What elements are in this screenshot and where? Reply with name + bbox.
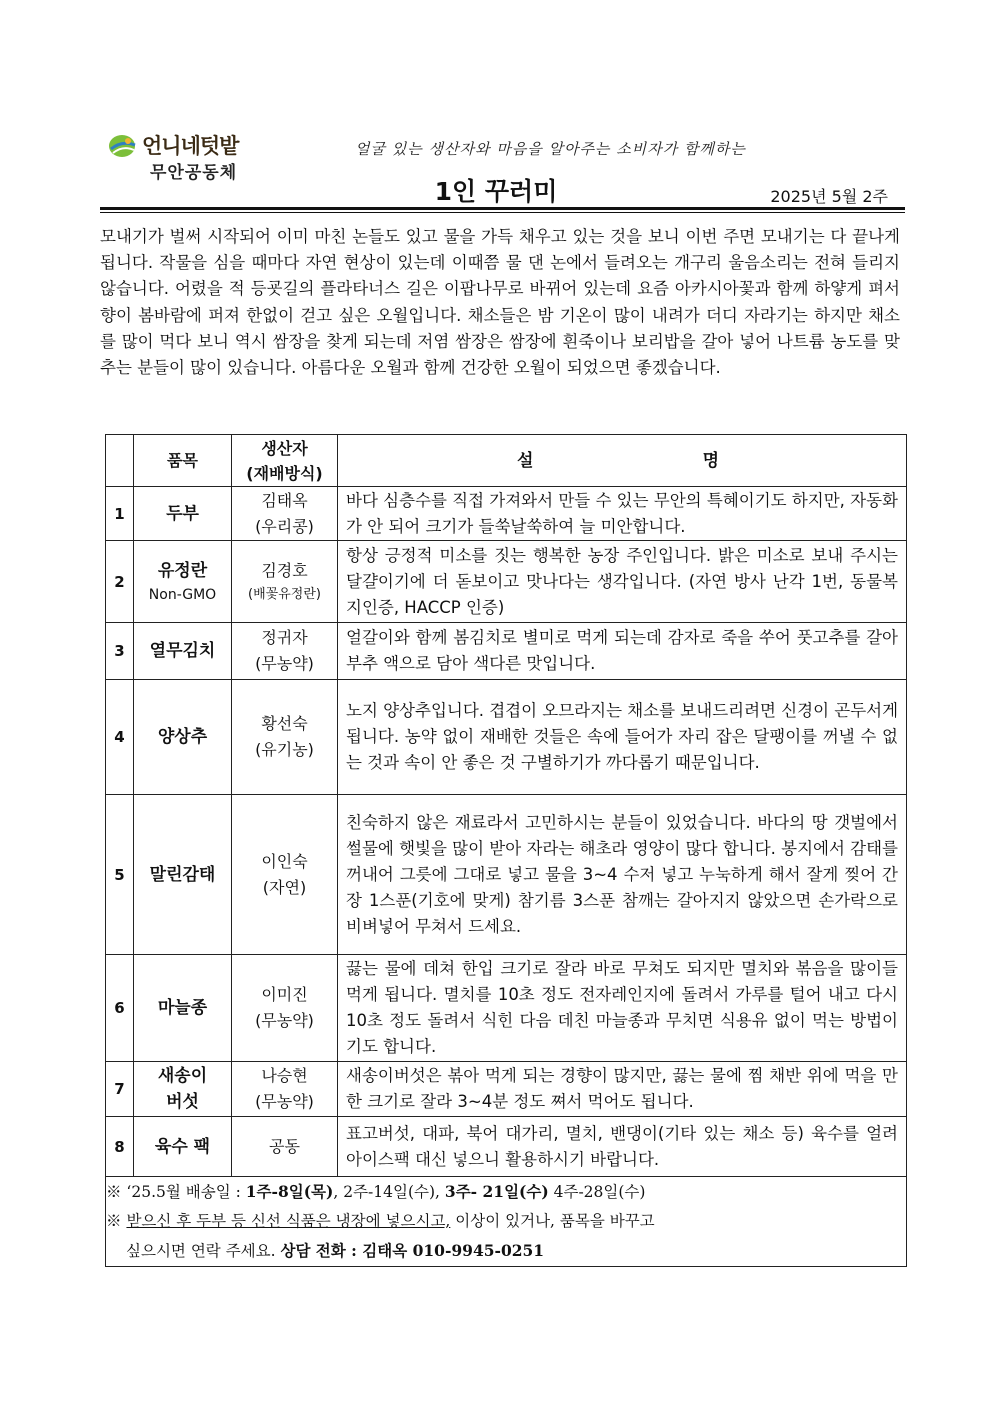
producer-cell (232, 623, 338, 680)
week2-date: , 2주-14일(수), (333, 1183, 445, 1201)
item-name: 마늘종 (157, 998, 208, 1018)
producer-cell (232, 680, 338, 795)
header-method-label: (재배방식) (246, 463, 323, 483)
cultivation-method: (유기농) (255, 740, 314, 759)
logo-subtitle: 무안공동체 (150, 163, 238, 183)
item-name: 유정란 (157, 560, 208, 581)
producer-name: 김경호 (261, 560, 308, 580)
row-number: 8 (106, 1117, 134, 1177)
cultivation-method: (자연) (262, 877, 307, 897)
item-name: 두부 (166, 503, 199, 524)
footer-row (106, 1177, 907, 1267)
producer-cell (232, 1117, 338, 1177)
item-cell (134, 487, 232, 541)
producer-name: 정귀자 (261, 628, 308, 647)
cultivation-method: (배꽃유정란) (248, 586, 321, 602)
footer-notes (106, 1177, 907, 1267)
table-row (106, 680, 907, 795)
storage-note-line (106, 1207, 906, 1236)
row-number: 2 (106, 541, 134, 623)
leaf-logo-icon (108, 132, 140, 162)
item-name: 새송이 (157, 1066, 208, 1086)
intro-paragraph: 모내기가 벌써 시작되어 이미 마친 논들도 있고 물을 가득 채우고 있는 것을 보니 이번 주면 모내기는 다 끝나게 됩니다. 작물을 심을 때마다 자연 현상이 있는데 이때쯤 물 댄 논에서 들려오는 개구리 울음소리는 전혀 들리지 않습니다. 어렸을 적 등굣길의 플라타너스 길은 이팝나무로 바뀌어 있는데 요즘 아카시아꽃과 함께 하얗게 펴서 향이 봄바람에 퍼져 한없이 걷고 싶은 오월입니다. 채소들은 밤 기온이 많이 내려가 더디 자라기는 하지만 채소를 많이 먹다 보니 역시 쌈장을 찾게 되는데 저염 쌈장은 쌈장에 흰죽이나 보리밥을 갈아 넣어 나트륨 농도를 맞추는 분들이 많이 있습니다. 아름다운 오월과 함께 건강한 오월이 되었으면 좋겠습니다. (100, 227, 900, 378)
item-description: 새송이버섯은 볶아 먹게 되는 경향이 많지만, 끓는 물에 찜 채반 위에 먹을 만한 크기로 잘라 3~4분 정도 쪄서 먹어도 됩니다. (338, 1062, 907, 1117)
week4-date: 4주-28일(수) (548, 1183, 646, 1201)
week3-date: 3주- 21일(수) (444, 1182, 549, 1201)
item-name: 육수 팩 (154, 1136, 211, 1157)
item-description: 노지 양상추입니다. 겹겹이 오므라지는 채소를 보내드리려면 신경이 곤두서게 됩니다. 농약 없이 재배한 것들은 속에 들어가 자리 잡은 달팽이를 꺼낼 수 없는 것과 속이 안 좋은 것 구별하기가 까다롭기 때문입니다. (338, 680, 907, 795)
item-description: 끓는 물에 데쳐 한입 크기로 잘라 바로 무쳐도 되지만 멸치와 볶음을 많이들 먹게 됩니다. 멸치를 10초 정도 전자레인지에 돌려서 가루를 털어 내고 다시 10초 정도 돌려서 식힌 다음 데친 마늘종과 무치면 식용유 없이 먹는 방법이기도 합니다. (338, 955, 907, 1062)
contact-prefix: 싶으시면 연락 주세요. (126, 1242, 281, 1260)
cultivation-method: (무농약) (255, 1011, 314, 1030)
header-producer-label: 생산자 (261, 438, 308, 458)
cultivation-method: (무농약) (255, 1092, 314, 1111)
slogan: 얼굴 있는 생산자와 마음을 알아주는 소비자가 함께하는 (355, 140, 746, 158)
logo-text: 언니네텃밭 (142, 134, 239, 158)
header-divider-thin (100, 212, 905, 213)
item-description: 얼갈이와 함께 봄김치로 별미로 먹게 되는데 감자로 죽을 쑤어 풋고추를 갈아 부추 액으로 담아 색다른 맛입니다. (338, 623, 907, 680)
producer-cell (232, 795, 338, 955)
header-no (106, 435, 134, 487)
row-number: 5 (106, 795, 134, 955)
producer-name: 공동 (269, 1136, 300, 1156)
producer-name: 황선숙 (261, 714, 308, 733)
row-number: 4 (106, 680, 134, 795)
producer-cell (232, 955, 338, 1062)
issue-date: 2025년 5월 2주 (770, 187, 888, 206)
table-header-row (106, 435, 907, 487)
row-number: 3 (106, 623, 134, 680)
item-description: 항상 긍정적 미소를 짓는 행복한 농장 주인입니다. 밝은 미소로 보내 주시는 달걀이기에 더 돋보이고 맛나다는 생각입니다. (자연 방사 난각 1번, 동물복지인증, HACCP 인증) (338, 541, 907, 623)
delivery-dates-line (106, 1177, 906, 1207)
week1-date: 1주-8일(목) (245, 1182, 334, 1201)
producer-name: 이인숙 (261, 851, 308, 871)
storage-note-rest: 이상이 있거나, 품목을 바꾸고 (450, 1212, 655, 1230)
header-desc-char-2: 명 (702, 450, 728, 471)
cultivation-method: (우리콩) (255, 516, 314, 536)
row-number: 1 (106, 487, 134, 541)
row-number: 7 (106, 1062, 134, 1117)
item-subtitle: 버섯 (166, 1092, 199, 1112)
storage-note-prefix: ※ (106, 1212, 127, 1230)
item-cell (134, 955, 232, 1062)
item-name: 말린감태 (149, 864, 216, 885)
item-description: 바다 심층수를 직접 가져와서 만들 수 있는 무안의 특혜이기도 하지만, 자동화가 안 되어 크기가 들쑥날쑥하여 늘 미안합니다. (338, 487, 907, 541)
cultivation-method: (무농약) (255, 654, 314, 673)
producer-name: 나승현 (261, 1066, 308, 1085)
item-name: 양상추 (157, 727, 208, 747)
table-row (106, 487, 907, 541)
item-subtitle: Non-GMO (148, 586, 217, 603)
producer-cell (232, 541, 338, 623)
item-cell (134, 541, 232, 623)
producer-name: 김태옥 (261, 490, 308, 510)
item-cell (134, 795, 232, 955)
header-description (338, 435, 907, 487)
page-title: 1인 꾸러미 (434, 177, 558, 206)
items-table (105, 434, 907, 1267)
row-number: 6 (106, 955, 134, 1062)
producer-cell (232, 1062, 338, 1117)
table-row (106, 955, 907, 1062)
table-row (106, 541, 907, 623)
producer-cell (232, 487, 338, 541)
item-name: 열무김치 (149, 641, 216, 661)
item-cell (134, 680, 232, 795)
producer-name: 이미진 (261, 985, 308, 1004)
table-row (106, 623, 907, 680)
table-row (106, 1117, 907, 1177)
item-description: 표고버섯, 대파, 북어 대가리, 멸치, 밴댕이(기타 있는 채소 등) 육수를 얼려 아이스팩 대신 넣으니 활용하시기 바랍니다. (338, 1117, 907, 1177)
header-producer (232, 435, 338, 487)
header-desc-char-1: 설 (516, 450, 542, 471)
item-cell (134, 623, 232, 680)
header-divider-thick (100, 207, 905, 210)
table-row (106, 1062, 907, 1117)
item-cell (134, 1117, 232, 1177)
storage-note-underlined: 받으신 후 두부 등 신선 식품은 냉장에 넣으시고, (126, 1212, 451, 1230)
delivery-prefix: ※ ‘25.5월 배송일 : (106, 1183, 246, 1201)
item-cell (134, 1062, 232, 1117)
item-description: 친숙하지 않은 재료라서 고민하시는 분들이 있었습니다. 바다의 땅 갯벌에서 썰물에 햇빛을 많이 받아 자라는 해초라 영양이 많다 합니다. 봉지에서 감태를 꺼내어 그릇에 그대로 넣고 물을 3~4 수저 넣고 누눅하게 해서 잘게 찢어 간장 1스푼(기호에 맞게) 참기름 3스푼 참깨는 갈아지지 않았으면 손가락으로 비벼넣어 무쳐서 드세요. (338, 795, 907, 955)
table-row (106, 795, 907, 955)
contact-phone: 상담 전화 : 김태옥 010-9945-0251 (280, 1241, 545, 1260)
header-item: 품목 (134, 435, 232, 487)
contact-line (106, 1236, 906, 1266)
